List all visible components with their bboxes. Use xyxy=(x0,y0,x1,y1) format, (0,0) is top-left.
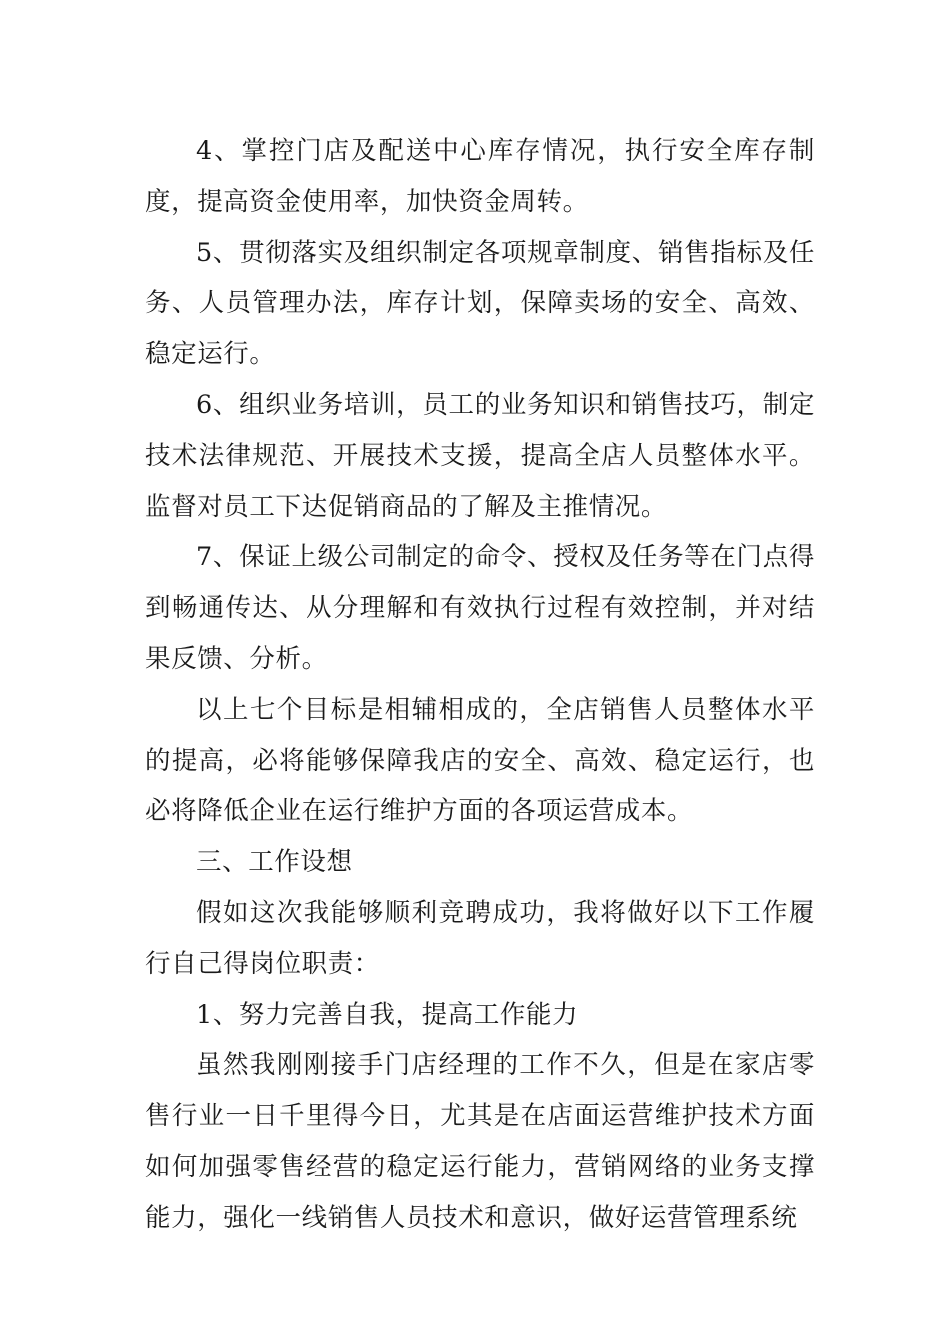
paragraph-item-6: 6、组织业务培训，员工的业务知识和销售技巧，制定技术法律规范、开展技术支援，提高全店人员整体水平。监督对员工下达促销商品的了解及主推情况。 xyxy=(145,389,815,522)
paragraph-item-5: 5、贯彻落实及组织制定各项规章制度、销售指标及任务、人员管理办法，库存计划，保障卖场的安全、高效、稳定运行。 xyxy=(145,237,815,370)
subheading-self-improvement: 1、努力完善自我，提高工作能力 xyxy=(196,999,579,1030)
document-body xyxy=(145,126,815,1244)
section-heading-work-plan: 三、工作设想 xyxy=(196,847,353,878)
paragraph-self-improvement: 虽然我刚刚接手门店经理的工作不久，但是在家店零售行业一日千里得今日，尤其是在店面运营维护技术方面如何加强零售经营的稳定运行能力，营销网络的业务支撑能力，强化一线销售人员技术和意识，做好运营管理系统 xyxy=(145,1050,815,1233)
paragraph-item-4: 4、掌控门店及配送中心库存情况，执行安全库存制度，提高资金使用率，加快资金周转。 xyxy=(145,136,815,217)
paragraph-summary: 以上七个目标是相辅相成的，全店销售人员整体水平的提高，必将能够保障我店的安全、高效、稳定运行，也必将降低企业在运行维护方面的各项运营成本。 xyxy=(145,694,815,827)
paragraph-work-plan-intro: 假如这次我能够顺利竞聘成功，我将做好以下工作履行自己得岗位职责： xyxy=(145,897,815,979)
paragraph-item-7: 7、保证上级公司制定的命令、授权及任务等在门点得到畅通传达、从分理解和有效执行过程有效控制，并对结果反馈、分析。 xyxy=(145,542,815,674)
